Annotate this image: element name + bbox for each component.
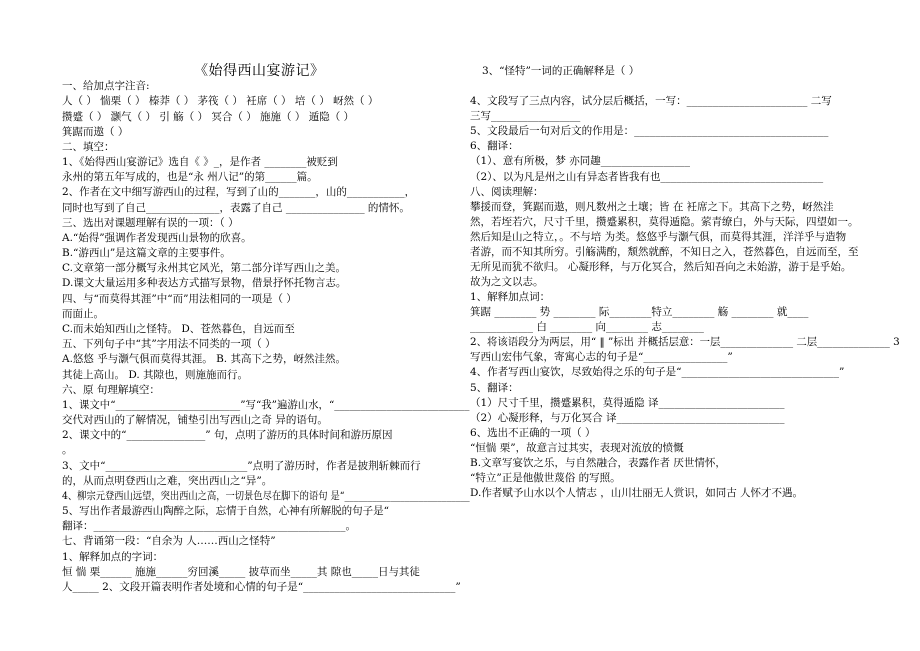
left-line-5: 1、《始得西山宴游记》选自《 》_，是作者 ________被贬到 [62, 156, 338, 169]
left-line-6: 永州的第五年写成的，也是“永 州八记”的第______篇。 [62, 171, 318, 184]
right-line-24: 6、选出不正确的一项（ ） [470, 426, 596, 439]
right-line-13: 无所见而犹不欲归。 心凝形释，与万化冥合，然后知吾向之未始游，游于是乎始。 [470, 260, 852, 273]
left-line-7: 2、作者在文中细写游西山的过程，写到了山的_______，山的___________， [62, 186, 416, 199]
left-line-22: 交代对西山的了解情况，铺垫引出写西山之奇 异的语句。 [62, 414, 328, 427]
right-line-21: 5、翻译： [470, 381, 519, 394]
left-line-23: 2、课文中的“_______________” 句，点明了游历的具体时间和游历原因 [62, 429, 393, 442]
left-line-10: A.“始得”强调作者发现西山景物的欣喜。 [62, 231, 252, 244]
right-line-8: 八、阅读理解： [470, 185, 544, 198]
right-line-20: 4、作者写西山宴饮，尽致始得之乐的句子是“______________________________” [470, 366, 845, 379]
right-line-28: D.作者赋予山水以个人情志 ，山川壮丽无人赏识，如同古 人怀才不遇。 [470, 487, 804, 499]
left-line-11: B.“游西山”是这篇文章的主要事件。 [62, 247, 231, 260]
right-line-18: 2、将该语段分为两层，用“ ‖ ”标出 并概括层意：一层______________ 二层______________ 3 [470, 336, 900, 349]
right-line-2: 4、文段写了三点内容，试分层后概括，一写：_______________________ 二写 [470, 95, 832, 108]
left-line-24: 。 [62, 444, 73, 457]
left-line-27: 4、柳宗元登西山远望，突出西山之高，一切景色尽在脚下的语句 是“___________________________ [62, 489, 470, 502]
right-line-4: 5、文段最后一句对后文的作用是：_____________________________________ [470, 125, 829, 138]
left-line-21: 1、课文中“________________________”写“我”遍游山水，“__________________________ [62, 398, 470, 411]
right-line-7: （2）、以为凡是州之山有异态者皆我有也_______________________________ [470, 170, 824, 183]
left-line-1: 人（ ） 惴栗（ ） 榛莽（ ） 茅筏（ ） 衽席（ ） 培（ ） 岈然（ ） [62, 95, 379, 108]
left-line-15: 而面止。 [62, 307, 104, 320]
left-line-25: 3、文中“___________________________”点明了游历时，作者是披荆斩棘而行 [62, 459, 421, 472]
right-line-10: 然，若垤若穴，尺寸千里，攒蹙累积，莫得遁隐。萦青缭白，外与天际，四望如一。 [470, 215, 859, 228]
document-title: 《始得西山宴游记》 [194, 63, 325, 79]
left-line-32: 恒 惴 栗______ 施施______穷回溪_____ 披草而坐_____其 隙也_____日与其徒 [62, 565, 420, 578]
right-line-3: 三写_________________ [470, 110, 581, 123]
left-column [62, 0, 470, 651]
left-line-4: 二、填空： [62, 140, 115, 153]
right-line-14: 故为之文以志。 [470, 276, 544, 288]
left-line-30: 七、背诵第一段：“自余为 人……西山之怪特” [62, 535, 276, 548]
right-line-5: 6、翻译： [470, 140, 519, 153]
right-line-22: （1）尺寸千里，攒蹙累积，莫得遁隐 译________________________ [470, 396, 785, 409]
right-line-23: （2）心凝形释，与万化冥合 译________________________________ [470, 411, 785, 424]
left-line-33: 人_____ 2、文段开篇表明作者处境和心情的句子是“_____________________________” [62, 581, 461, 593]
right-line-12: 者游，而不知其所穷。引觞满酌，颓然就醉，不知日之入，苍然暮色，自远而至，至 [470, 245, 859, 258]
left-line-31: 1、解释加点的字词： [62, 550, 164, 563]
left-line-8: 同时也写到了自己______________，表露了自己 _______________ 的情怀。 [62, 201, 410, 214]
left-line-12: C.文章第一部分概写永州其它风光，第二部分详写西山之美。 [62, 262, 346, 275]
right-line-26: B.文章写宴饮之乐，与自然融合，表露作者 厌世情怀， [470, 456, 726, 469]
right-column [470, 0, 900, 651]
right-line-27: “特立”正是他傲世蔑俗 的写照。 [470, 471, 621, 484]
left-line-3: 箕踞而遨（ ） [62, 125, 129, 138]
right-line-15: 1、解释加点词： [470, 291, 551, 304]
left-line-14: 四、与“而莫得其涯”中“而”用法相同的一项是（ ） [62, 292, 297, 305]
right-line-25: “恒惴 栗”，故意言过其实，表现对流放的愤慨 [470, 441, 684, 454]
left-line-2: 攒蹙（ ） 灏气（ ） 引 觞（ ） 冥合（ ） 施施（ ） 遁隐（ ） [62, 110, 355, 123]
left-line-13: D.课文大量运用多种表达方式描写景物，借景抒怀托物言志。 [62, 277, 347, 290]
right-line-0: 3、“怪特”一词的正确解释是（ ） [482, 65, 640, 77]
right-line-17: ____________ 白 ________ 向________ 志________ [470, 321, 704, 334]
left-line-16: C.而未始知西山之怪特。 D、苍然暮色，自远而至 [62, 323, 295, 335]
left-line-20: 六、原 句理解填空： [62, 383, 160, 396]
left-line-19: 其徒上高山。 D. 其隙也，则施施而行。 [62, 368, 249, 381]
right-line-11: 然后知是山之特立，。不与培 为类。悠悠乎与灏气俱，而莫得其涯，洋洋乎与造物 [470, 230, 847, 243]
left-line-18: A.悠悠 乎与灏气俱而莫得其涯。 B. 其高下之势，岈然洼然。 [62, 353, 346, 366]
right-line-9: 攀援而登，箕踞而遨，则凡数州之土壤；皆 在 衽席之下。其高下之势，岈然洼 [470, 200, 834, 213]
right-line-16: 箕踞 ________ 势 ________ 际________特立________ 觞 ________ 就____ [470, 306, 809, 319]
left-line-28: 5、写出作者最游西山陶醉之际，忘情于自然，心神有所解脱的句子是“ [62, 505, 390, 518]
left-line-17: 五、下列句子中“其”字用法不同类的一项（ ） [62, 338, 276, 351]
left-line-29: 翻译：________________________________________________。 [62, 520, 356, 533]
left-line-0: 一、给加点字注音: [62, 80, 150, 93]
left-line-9: 三、选出对课题理解有误的一项：（ ） [62, 216, 239, 229]
right-line-19: 写西山宏伟气象，寄寓心志的句子是“________________” [470, 351, 733, 364]
right-line-6: （1）、意有所极，梦 亦同趣_________________ [470, 155, 691, 168]
left-line-26: 的，从而点明登西山之难，突出西山之“异”。 [62, 474, 273, 487]
